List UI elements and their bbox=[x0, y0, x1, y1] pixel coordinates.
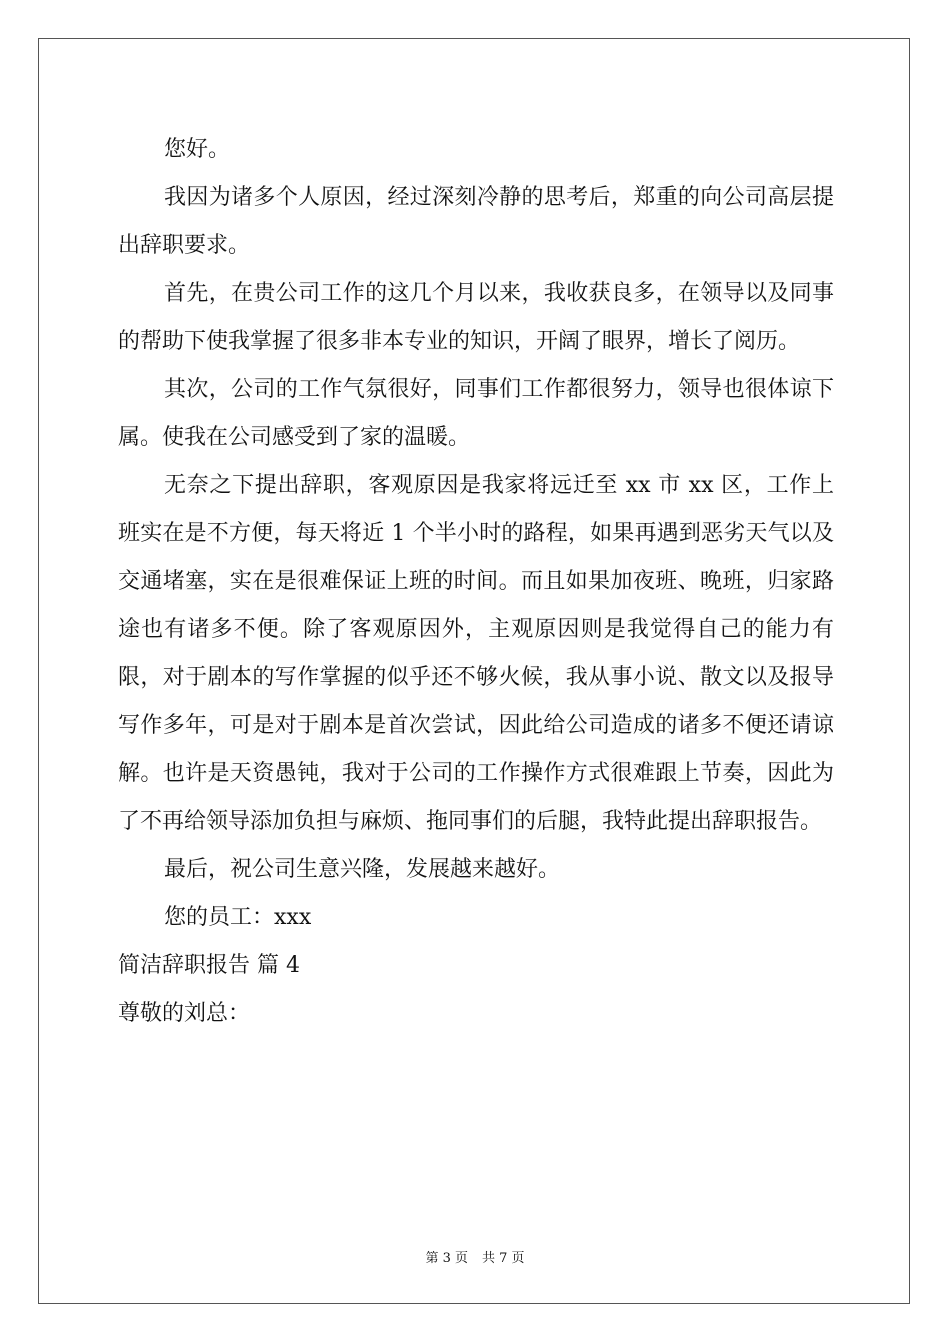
section-heading: 简洁辞职报告 篇 4 bbox=[118, 953, 300, 978]
paragraph-second: 其次，公司的工作气氛很好，同事们工作都很努力，领导也很体谅下属。使我在公司感受到了家的温暖。 bbox=[118, 377, 834, 450]
page-total: 共 7 页 bbox=[482, 1251, 525, 1266]
paragraph-closing: 最后，祝公司生意兴隆，发展越来越好。 bbox=[164, 857, 561, 882]
paragraph-first: 首先，在贵公司工作的这几个月以来，我收获良多，在领导以及同事的帮助下使我掌握了很多非本专业的知识，开阔了眼界，增长了阅历。 bbox=[118, 281, 834, 354]
paragraph-reasons: 无奈之下提出辞职，客观原因是我家将远迁至 xx 市 xx 区，工作上班实在是不方便，每天将近 1 个半小时的路程，如果再遇到恶劣天气以及交通堵塞，实在是很难保证上班的时间。而且如果加夜班、晚班，归家路途也有诸多不便。除了客观原因外，主观原因则是我觉得自己的能力有限，对于剧本的写作掌握的似乎还不够火候，我从事小说、散文以及报导写作多年，可是对于剧本是首次尝试，因此给公司造成的诸多不便还请谅解。也许是天资愚钝，我对于公司的工作操作方式很难跟上节奏，因此为了不再给领导添加负担与麻烦、拖同事们的后腿，我特此提出辞职报告。 bbox=[118, 473, 834, 834]
paragraph-intro: 我因为诸多个人原因，经过深刻冷静的思考后，郑重的向公司高层提出辞职要求。 bbox=[118, 185, 834, 258]
salutation: 尊敬的刘总： bbox=[118, 1001, 251, 1026]
signature: 您的员工：xxx bbox=[164, 905, 312, 930]
document-body bbox=[118, 126, 834, 1038]
paragraph-greeting: 您好。 bbox=[164, 137, 231, 162]
page-number: 第 3 页 bbox=[425, 1251, 468, 1266]
page-footer bbox=[0, 1247, 950, 1266]
